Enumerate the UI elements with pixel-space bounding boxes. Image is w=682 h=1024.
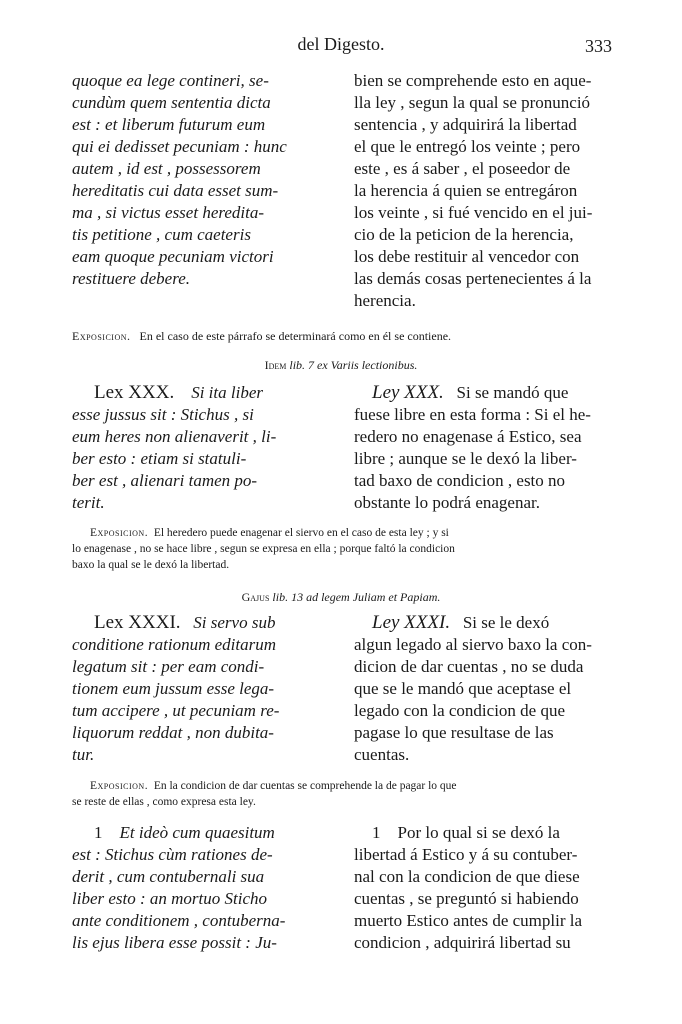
text-line: tad baxo de condicion , esto no xyxy=(354,471,566,490)
text-line: ma , si victus esset heredita- xyxy=(72,203,264,222)
law-heading: Lex XXX. xyxy=(94,382,175,403)
text-line: esse jussus sit : Stichus , si xyxy=(72,405,254,424)
source-author: Idem xyxy=(264,358,287,372)
text-line: cuentas , se preguntó si habiendo xyxy=(354,889,579,908)
text-line: ante conditionem , contuberna- xyxy=(72,911,286,930)
law-first-words: Si ita liber xyxy=(191,383,263,402)
latin-column xyxy=(72,382,334,514)
text-line: legado con la condicion de que xyxy=(354,701,566,720)
text-line: dicion de dar cuentas , no se duda xyxy=(354,657,584,676)
page-header xyxy=(0,34,682,64)
text-line: tur. xyxy=(72,745,95,764)
text-line: este , es á saber , el poseedor de xyxy=(354,159,571,178)
text-line: herencia. xyxy=(354,291,416,310)
text-line: ber est , alienari tamen po- xyxy=(72,471,258,490)
text-line: cuentas. xyxy=(354,745,410,764)
text-line: liquorum reddat , non dubita- xyxy=(72,723,274,742)
text-line: conditione rationum editarum xyxy=(72,635,276,654)
text-line: que se le mandó que aceptase el xyxy=(354,679,572,698)
running-title: del Digesto. xyxy=(297,34,385,54)
source-citation-2 xyxy=(0,590,682,605)
text-line: legatum sit : per eam condi- xyxy=(72,657,265,676)
exposition-line: baxo la qual se le dexó la libertad. xyxy=(72,559,230,571)
latin-column xyxy=(72,612,334,766)
text-line: eum heres non alienaverit , li- xyxy=(72,427,277,446)
text-line: los debe restituir al vencedor con xyxy=(354,247,580,266)
paragraph-first-words: Por lo qual si se dexó la xyxy=(397,823,560,842)
source-work: lib. 7 ex Variis lectionibus. xyxy=(286,358,418,372)
exposition-label: Exposicion. xyxy=(90,780,149,792)
text-line: tis petitione , cum caeteris xyxy=(72,225,251,244)
paragraph-heading-line xyxy=(354,822,618,844)
text-line: pagase lo que resultase de las xyxy=(354,723,554,742)
text-line: algun legado al siervo baxo la con- xyxy=(354,635,592,654)
text-line: las demás cosas pertenecientes á la xyxy=(354,269,592,288)
paragraph-number: 1 xyxy=(372,823,381,842)
text-line: liber esto : an mortuo Sticho xyxy=(72,889,268,908)
text-line: condicion , adquirirá libertad su xyxy=(354,933,571,952)
page-number: 333 xyxy=(585,36,612,56)
text-line: cundùm quem sententia dicta xyxy=(72,93,271,112)
law-heading-line xyxy=(72,382,334,404)
paragraph-first-words: Et ideò cum quaesitum xyxy=(119,823,275,842)
text-line: redero no enagenase á Estico, sea xyxy=(354,427,582,446)
text-line: el que le entregó los veinte ; pero xyxy=(354,137,581,156)
text-line: quoque ea lege contineri, se- xyxy=(72,71,269,90)
latin-column xyxy=(72,70,334,290)
exposition-1 xyxy=(72,328,618,344)
latin-column xyxy=(72,822,334,954)
exposition-line: se reste de ellas , como expresa esta ley. xyxy=(72,796,256,808)
source-work: lib. 13 ad legem Juliam et Papiam. xyxy=(269,590,441,604)
source-citation-1 xyxy=(0,358,682,373)
text-line: hereditatis cui data esset sum- xyxy=(72,181,279,200)
text-line: bien se comprehende esto en aque- xyxy=(354,71,592,90)
law-heading: Ley XXXI. xyxy=(372,612,451,633)
text-line: est : Stichus cùm rationes de- xyxy=(72,845,273,864)
paragraph-1 xyxy=(72,822,618,982)
exposition-label: Exposicion. xyxy=(72,329,131,343)
text-line: muerto Estico antes de cumplir la xyxy=(354,911,583,930)
law-first-words: Si se le dexó xyxy=(462,613,550,632)
text-line: restituere debere. xyxy=(72,269,191,288)
exposition-line: El heredero puede enagenar el siervo en el caso de esta ley ; y si xyxy=(153,527,449,539)
exposition-line: En la condicion de dar cuentas se comprehende la de pagar lo que xyxy=(153,780,457,792)
text-line: qui ei dedisset pecuniam : hunc xyxy=(72,137,287,156)
text-line: terit. xyxy=(72,493,105,512)
text-line: los veinte , si fué vencido en el jui- xyxy=(354,203,593,222)
spanish-column xyxy=(354,70,618,312)
spanish-column xyxy=(354,822,618,954)
law-31 xyxy=(72,612,618,768)
law-heading: Ley XXX. xyxy=(372,382,444,403)
text-line: est : et liberum futurum eum xyxy=(72,115,266,134)
text-line: autem , id est , possessorem xyxy=(72,159,261,178)
exposition-3 xyxy=(72,778,618,810)
law-heading-line xyxy=(72,612,334,634)
text-line: la herencia á quien se entregáron xyxy=(354,181,578,200)
continuation-block xyxy=(72,70,618,312)
text-line: cio de la peticion de la herencia, xyxy=(354,225,574,244)
exposition-label: Exposicion. xyxy=(90,527,149,539)
text-line: tionem eum jussum esse lega- xyxy=(72,679,275,698)
law-heading-line xyxy=(354,382,618,404)
exposition-line: lo enagenase , no se hace libre , segun se expresa en ella ; porque faltó la condicion xyxy=(72,543,455,555)
law-heading-line xyxy=(354,612,618,634)
text-line: libertad á Estico y á su contuber- xyxy=(354,845,578,864)
law-30 xyxy=(72,382,618,514)
text-line: fuese libre en esta forma : Si el he- xyxy=(354,405,591,424)
text-line: nal con la condicion de que diese xyxy=(354,867,580,886)
text-line: lla ley , segun la qual se pronunció xyxy=(354,93,591,112)
law-first-words: Si servo sub xyxy=(193,613,276,632)
text-line: lis ejus libera esse possit : Ju- xyxy=(72,933,277,952)
law-first-words: Si se mandó que xyxy=(456,383,569,402)
source-author: Gajus xyxy=(241,590,270,604)
paragraph-number: 1 xyxy=(94,823,103,842)
text-line: obstante lo podrá enagenar. xyxy=(354,493,540,512)
exposition-text: En el caso de este párrafo se determinará como en él se contiene. xyxy=(139,329,452,343)
text-line: libre ; aunque se le dexó la liber- xyxy=(354,449,577,468)
text-line: ber esto : etiam si statuli- xyxy=(72,449,247,468)
text-line: tum accipere , ut pecuniam re- xyxy=(72,701,280,720)
paragraph-heading-line xyxy=(72,822,334,844)
spanish-column xyxy=(354,382,618,514)
spanish-column xyxy=(354,612,618,766)
text-line: eam quoque pecuniam victori xyxy=(72,247,274,266)
law-heading: Lex XXXI. xyxy=(94,612,181,633)
exposition-2 xyxy=(72,525,618,573)
text-line: derit , cum contubernali sua xyxy=(72,867,265,886)
text-line: sentencia , y adquirirá la libertad xyxy=(354,115,577,134)
